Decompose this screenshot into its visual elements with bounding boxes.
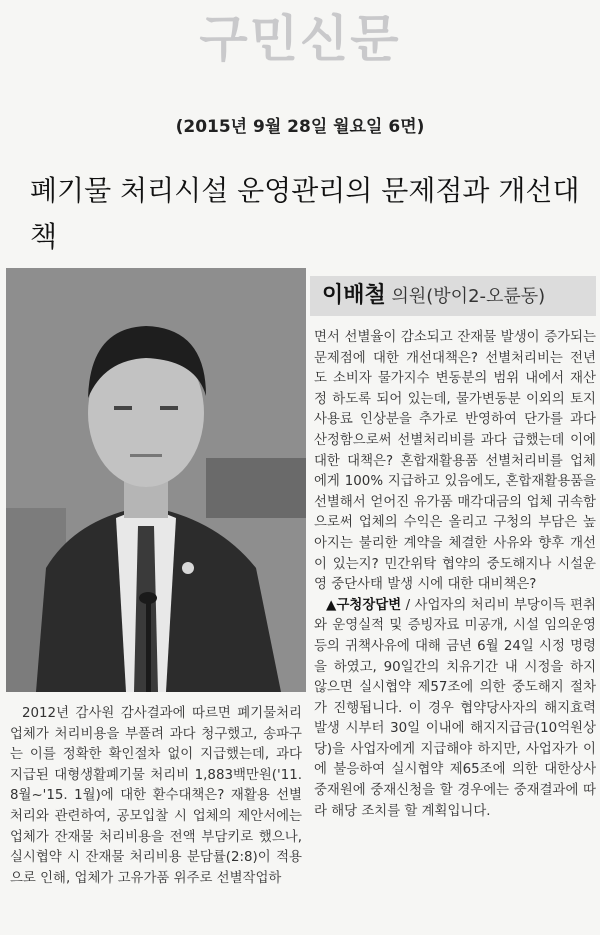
author-name: 이배철 [322, 283, 386, 308]
article-body-right-column [314, 328, 596, 822]
answer-text: / 사업자의 처리비 부당이득 편취와 운영실적 및 증빙자료 미공개, 시설 임의운영 등의 귀책사유에 대해 금년 6월 24일 시정 명령을 하였고, 90일간의 치유기간 내 시정을 하지 않으면 실시협약 제57조에 의한 중도해지 절차가 진행됩니다. 이 경우 협약당사자의 해지효력 발생 시부터 30일 이내에 해지지급금(10억원상당)을 사업자에게 지급해야 하지만, 사업자가 이에 불응하여 실시협약 제65조에 의한 대한상사중재원에 중재신청을 할 경우에는 중재결과에 따라 해당 조치를 할 계획입니다. [314, 597, 596, 819]
author-title: 의원(방이2-오륜동) [391, 286, 546, 307]
portrait-photo [6, 268, 306, 692]
answer-paragraph [314, 596, 596, 823]
newspaper-masthead: 구민신문 [199, 9, 401, 68]
article-headline: 폐기물 처리시설 운영관리의 문제점과 개선대책 [30, 174, 580, 253]
author-byline [310, 276, 596, 316]
portrait-illustration [6, 268, 306, 692]
answer-label: ▲구청장답변 [326, 597, 402, 613]
intro-paragraph: 2012년 감사원 감사결과에 따르면 폐기물처리업체가 처리비용을 부풀려 과다 청구했고, 송파구는 이를 정확한 확인절차 없이 지급했는데, 과다 지급된 대형생활폐기물 처리비 1,883백만원('11. 8월~'15. 1월)에 대한 환수대책은? 재활용 선별처리와 관련하여, 공모입찰 시 업체의 제안서에는 업체가 잔재물 처리비용을 전액 부담키로 했으나, 실시협약 시 잔재물 처리비용 분담률(2:8)이 적용으로 인해, 업체가 고유가품 위주로 선별작업하 [10, 706, 302, 886]
question-paragraph: 면서 선별율이 감소되고 잔재물 발생이 증가되는 문제점에 대한 개선대책은? 선별처리비는 전년도 소비자 물가지수 변동분의 범위 내에서 재산정 하도록 되어 있는데, 물가변동분 이외의 토지사용료 인상분을 추가로 반영하여 단가를 과다 산정함으로써 선별처리비를 과다 급했는데 이에 대한 대책은? 혼합재활용품 선별처리비를 업체에게 100% 지급하고 있음에도, 혼합재활용품을 선별해서 얻어진 유가품 매각대금의 업체 귀속함으로써 업체의 수익은 올리고 구청의 부담은 높아지는 불리한 계약을 체결한 사유와 향후 개선이 있는지? 민간위탁 협약의 중도해지나 시설운영 중단사태 발생 시에 대한 대비책은? [314, 330, 596, 593]
dateline: (2015년 9월 28일 월요일 6면) [175, 117, 425, 137]
article-body-left-column [10, 704, 302, 889]
